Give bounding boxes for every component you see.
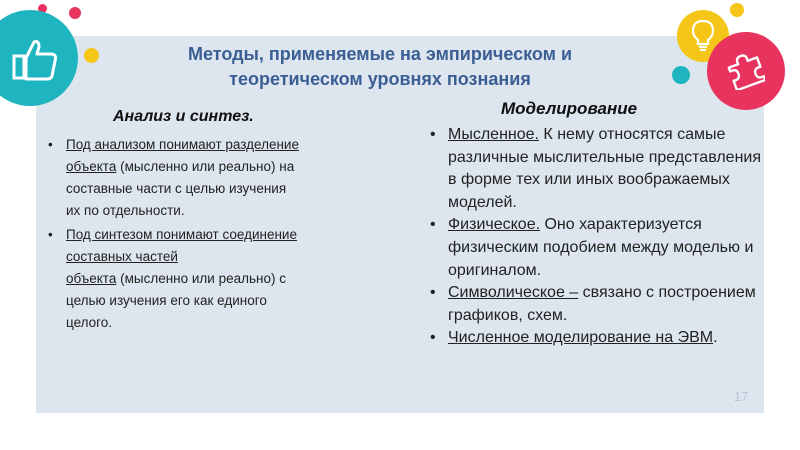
item-text: (мысленно или реально) с [116,271,286,286]
slide-title-line: Методы, применяемые на эмпирическом и [187,44,573,64]
slide-title [120,42,640,92]
puzzle-badge [707,32,785,110]
underlined-term: Физическое. [448,216,541,234]
item-text: (мысленно или реально) на [116,159,295,174]
underlined-term: Численное моделирование на ЭВМ [448,329,714,347]
list-item [46,134,386,222]
item-text: целого. [66,315,113,330]
underlined-term: Под синтезом понимают соединение [66,227,297,242]
list-item [428,282,763,327]
list-item [428,327,763,350]
deco-circle-teal-small [672,66,690,84]
page-number: 17 [734,389,749,404]
left-bullet-list [46,134,386,336]
item-text: целью изучения его как единого [66,293,267,308]
deco-circle-yellow [84,48,99,63]
deco-circle-yellow [730,3,744,17]
underlined-term: объекта [66,159,117,174]
item-text: составные части с целью изучения [66,181,287,196]
left-heading: Анализ и синтез. [113,108,254,125]
item-text: . [713,329,718,347]
underlined-term: объекта [66,271,117,286]
item-text: их по отдельности. [66,203,185,218]
underlined-term: составных частей [66,249,178,264]
underlined-term: Под анализом понимают разделение [66,137,299,152]
underlined-term: Мысленное. [448,126,539,143]
right-bullet-list [428,124,763,350]
slide-title-line: теоретическом уровнях познания [229,69,531,89]
item-text: Оно характеризуется физическим подобием между моделью и оригиналом. [448,216,754,279]
list-item [428,124,763,214]
right-heading: Моделирование [501,99,638,118]
item-text: К нему относятся самые различные мыслительные представления в форме тех или иных воображаемых моделей. [448,126,761,211]
list-item [46,224,386,334]
underlined-term: Символическое – [448,284,579,302]
lightbulb-icon [690,19,716,51]
puzzle-icon [727,52,765,90]
thumbs-up-icon [12,38,60,82]
item-text: связано с построением графиков, схем. [448,284,756,324]
deco-circle-pink-small [69,7,81,19]
list-item [428,214,763,282]
